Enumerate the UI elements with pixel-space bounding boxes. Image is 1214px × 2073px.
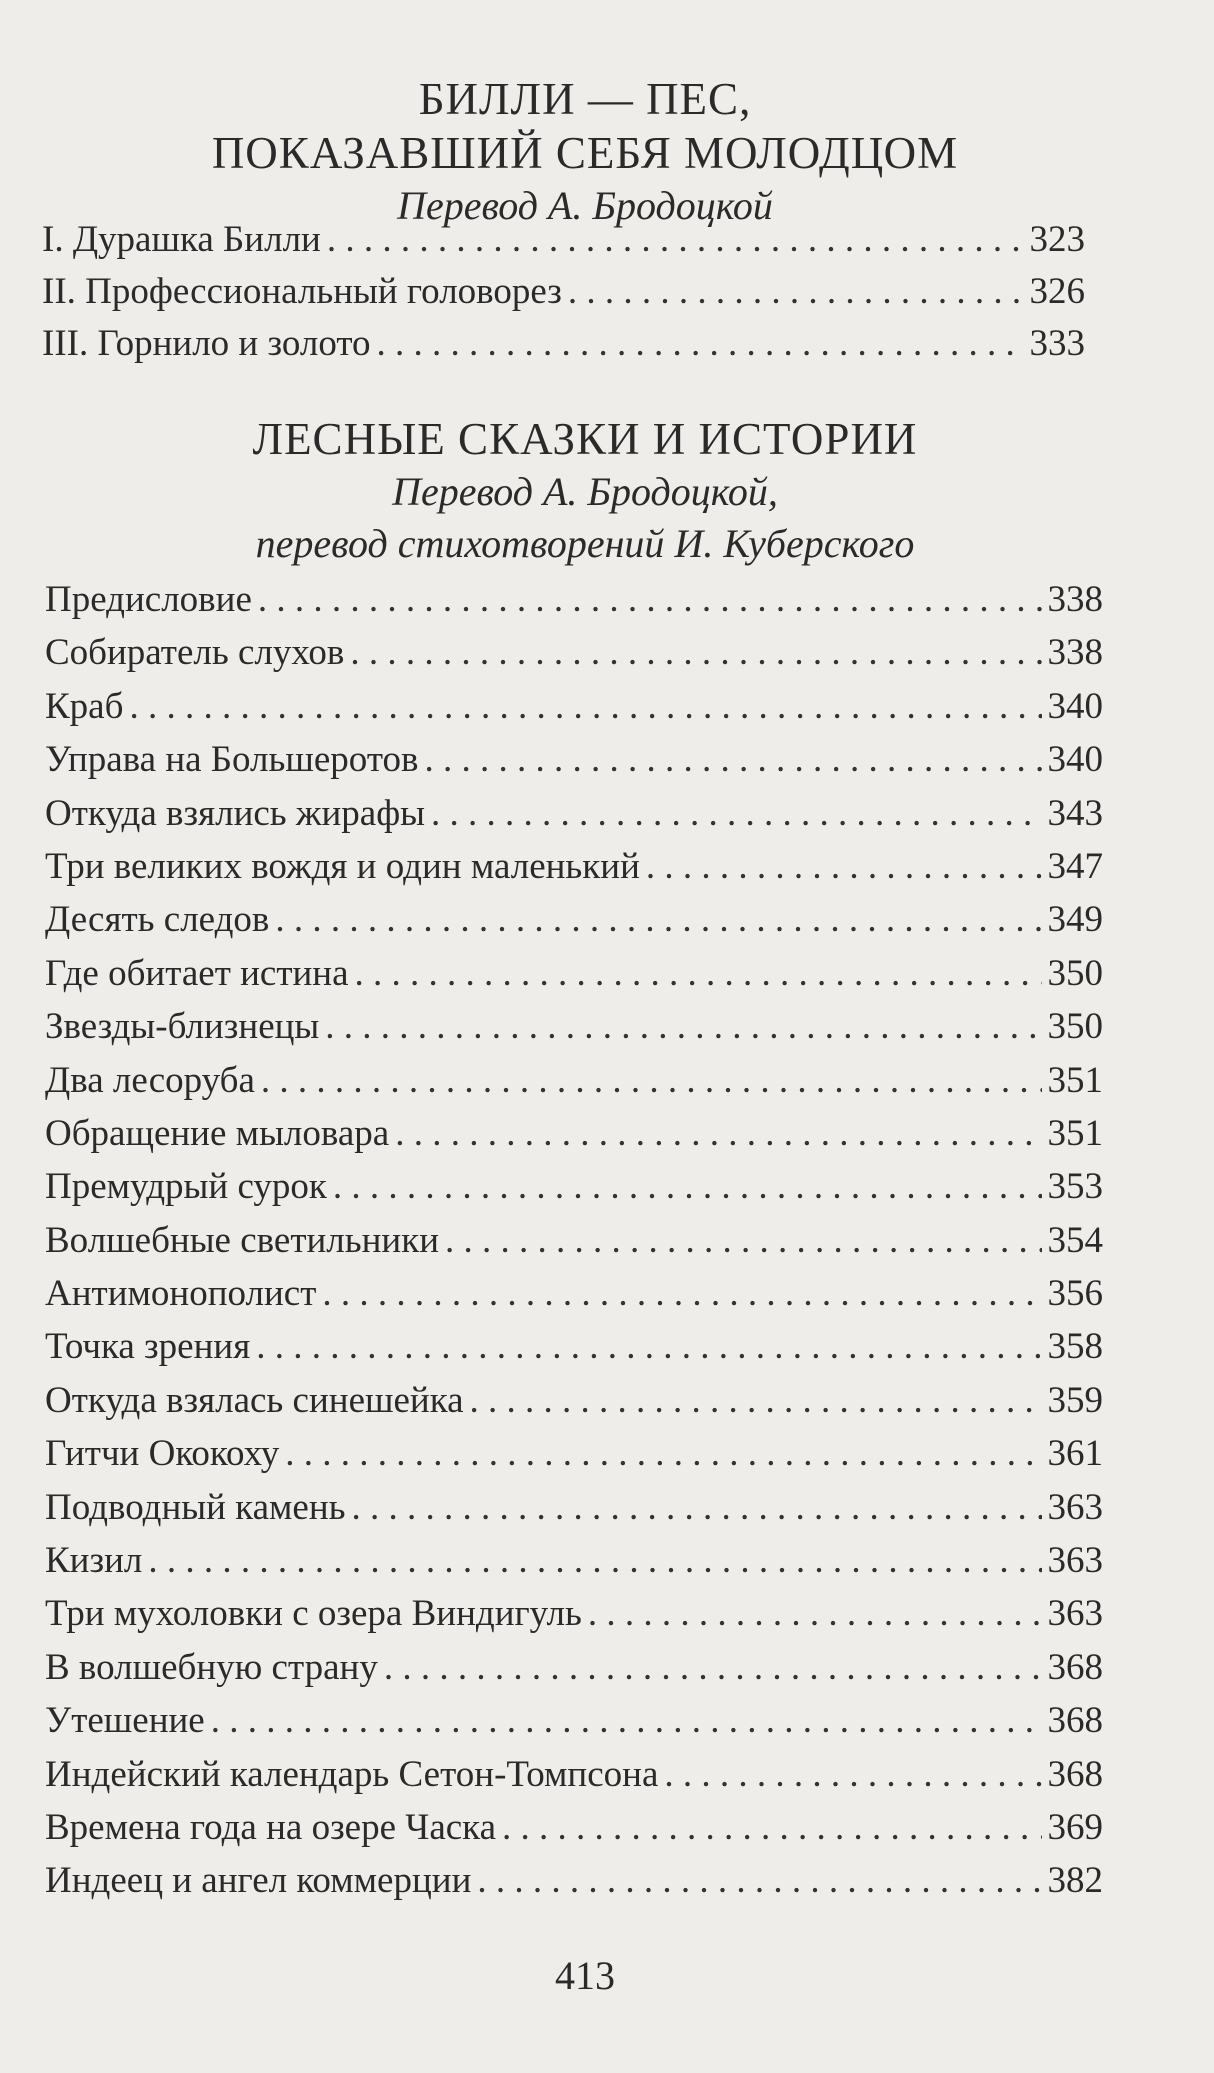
toc-entry (42, 270, 1085, 322)
toc-entry-title: Звезды-близнецы (45, 1006, 320, 1048)
toc-entry-title: Точка зрения (45, 1326, 251, 1368)
toc-entry-title: В волшебную страну (45, 1646, 378, 1688)
dot-leader (148, 1539, 1041, 1582)
toc-list-billi (42, 218, 1085, 374)
toc-entry-page: 363 (1047, 1540, 1103, 1582)
toc-entry-title: II. Профессиональный головорез (42, 271, 562, 312)
dot-leader (275, 898, 1041, 941)
section-forest-tales-header (0, 412, 1170, 570)
toc-entry (45, 1432, 1103, 1485)
toc-entry-title: Волшебные светильники (45, 1219, 440, 1261)
toc-entry (45, 952, 1103, 1005)
toc-entry-page: 356 (1047, 1273, 1103, 1315)
toc-entry-title: Три великих вождя и один маленький (45, 845, 640, 887)
dot-leader (325, 1005, 1041, 1048)
dot-leader (322, 1272, 1041, 1315)
toc-entry (45, 898, 1103, 951)
toc-entry-page: 323 (1029, 219, 1085, 260)
toc-entry-title: Откуда взялись жирафы (45, 792, 426, 834)
toc-entry (45, 1059, 1103, 1112)
toc-entry-page: 343 (1047, 792, 1103, 834)
toc-entry-title: Времена года на озере Часка (45, 1806, 497, 1848)
toc-entry-page: 368 (1047, 1753, 1103, 1795)
translator-credit: Перевод А. Бродоцкой (397, 183, 773, 228)
toc-entry-title: Откуда взялась синешейка (45, 1379, 464, 1421)
toc-entry-title: Индеец и ангел коммерции (45, 1860, 472, 1902)
toc-entry-page: 338 (1047, 632, 1103, 674)
section-title-line1: БИЛЛИ — ПЕС, (418, 74, 752, 124)
dot-leader (568, 270, 1024, 313)
toc-entry (45, 1325, 1103, 1378)
dot-leader (664, 1753, 1041, 1796)
section-title-line2: ПОКАЗАВШИЙ СЕБЯ МОЛОДЦОМ (211, 128, 959, 178)
toc-entry-page: 382 (1047, 1860, 1103, 1902)
dot-leader (588, 1592, 1042, 1635)
translator-credit: Перевод А. Бродоцкой, (392, 469, 778, 514)
dot-leader (502, 1806, 1041, 1849)
toc-entry-title: Десять следов (45, 899, 270, 941)
toc-entry-page: 340 (1047, 739, 1103, 781)
toc-entry-title: I. Дурашка Билли (42, 219, 321, 260)
dot-leader (352, 1486, 1042, 1529)
toc-entry (45, 1753, 1103, 1806)
toc-entry-page: 326 (1029, 271, 1085, 312)
toc-entry-page: 349 (1047, 899, 1103, 941)
toc-entry-page: 354 (1047, 1219, 1103, 1261)
toc-entry-page: 361 (1047, 1433, 1103, 1475)
toc-entry (45, 738, 1103, 791)
toc-entry (45, 631, 1103, 684)
toc-entry-title: Гитчи Ококоху (45, 1433, 280, 1475)
toc-entry-title: Подводный камень (45, 1486, 346, 1528)
dot-leader (384, 1646, 1042, 1689)
toc-entry (45, 1272, 1103, 1325)
toc-entry-page: 353 (1047, 1166, 1103, 1208)
toc-entry-page: 338 (1047, 579, 1103, 620)
toc-entry-page: 351 (1047, 1112, 1103, 1154)
toc-entry (45, 1539, 1103, 1592)
toc-entry-title: Краб (45, 685, 124, 727)
toc-entry (45, 1806, 1103, 1859)
section-title: ЛЕСНЫЕ СКАЗКИ И ИСТОРИИ (252, 414, 918, 464)
dot-leader (129, 685, 1041, 728)
toc-entry (45, 685, 1103, 738)
toc-entry-title: Утешение (45, 1700, 205, 1742)
dot-leader (285, 1432, 1041, 1475)
poetry-translator-credit: перевод стихотворений И. Куберского (255, 521, 915, 566)
toc-entry-page: 358 (1047, 1326, 1103, 1368)
dot-leader (395, 1112, 1041, 1155)
toc-entry (45, 1592, 1103, 1645)
toc-entry-page: 363 (1047, 1486, 1103, 1528)
toc-entry (45, 1379, 1103, 1432)
toc-entry-page: 368 (1047, 1700, 1103, 1742)
dot-leader (333, 1165, 1042, 1208)
dot-leader (431, 792, 1041, 835)
dot-leader (355, 952, 1042, 995)
dot-leader (258, 578, 1042, 621)
toc-entry-page: 350 (1047, 1006, 1103, 1048)
dot-leader (477, 1859, 1041, 1902)
toc-entry-page: 359 (1047, 1379, 1103, 1421)
toc-entry-page: 333 (1029, 323, 1085, 364)
toc-entry-page: 351 (1047, 1059, 1103, 1101)
toc-entry-title: Управа на Большеротов (45, 739, 419, 781)
toc-entry-title: Три мухоловки с озера Виндигуль (45, 1593, 582, 1635)
toc-entry-title: Обращение мыловара (45, 1112, 390, 1154)
toc-entry (45, 1219, 1103, 1272)
dot-leader (256, 1325, 1041, 1368)
toc-entry (45, 1112, 1103, 1165)
dot-leader (424, 738, 1041, 781)
dot-leader (211, 1699, 1042, 1742)
toc-entry (45, 792, 1103, 845)
toc-entry (45, 1859, 1103, 1912)
toc-entry (45, 1699, 1103, 1752)
dot-leader (377, 322, 1024, 365)
toc-entry-page: 347 (1047, 845, 1103, 887)
toc-entry-page: 369 (1047, 1806, 1103, 1848)
toc-entry (42, 218, 1085, 270)
toc-entry (45, 1486, 1103, 1539)
toc-entry-page: 363 (1047, 1593, 1103, 1635)
toc-entry-title: Где обитает истина (45, 952, 349, 994)
dot-leader (327, 218, 1024, 261)
dot-leader (350, 631, 1041, 674)
toc-entry-title: III. Горнило и золото (42, 323, 371, 364)
toc-entry (45, 1005, 1103, 1058)
toc-entry-title: Два лесоруба (45, 1059, 255, 1101)
toc-entry (45, 578, 1103, 631)
section-billi-header (0, 72, 1170, 232)
toc-entry (45, 845, 1103, 898)
dot-leader (445, 1219, 1041, 1262)
toc-entry (45, 1165, 1103, 1218)
page-number: 413 (555, 1953, 615, 1998)
toc-entry-page: 350 (1047, 952, 1103, 994)
toc-entry (42, 322, 1085, 374)
toc-entry-title: Премудрый сурок (45, 1166, 327, 1208)
toc-list-forest-tales (45, 578, 1103, 1913)
dot-leader (646, 845, 1042, 888)
toc-entry-page: 368 (1047, 1646, 1103, 1688)
dot-leader (261, 1059, 1042, 1102)
toc-entry-page: 340 (1047, 685, 1103, 727)
toc-entry-title: Антимонополист (45, 1273, 317, 1315)
toc-entry-title: Индейский календарь Сетон-Томпсона (45, 1753, 659, 1795)
toc-entry-title: Предисловие (45, 579, 252, 620)
toc-entry (45, 1646, 1103, 1699)
toc-entry-title: Кизил (45, 1540, 143, 1582)
toc-entry-title: Собиратель слухов (45, 632, 345, 674)
dot-leader (470, 1379, 1042, 1422)
